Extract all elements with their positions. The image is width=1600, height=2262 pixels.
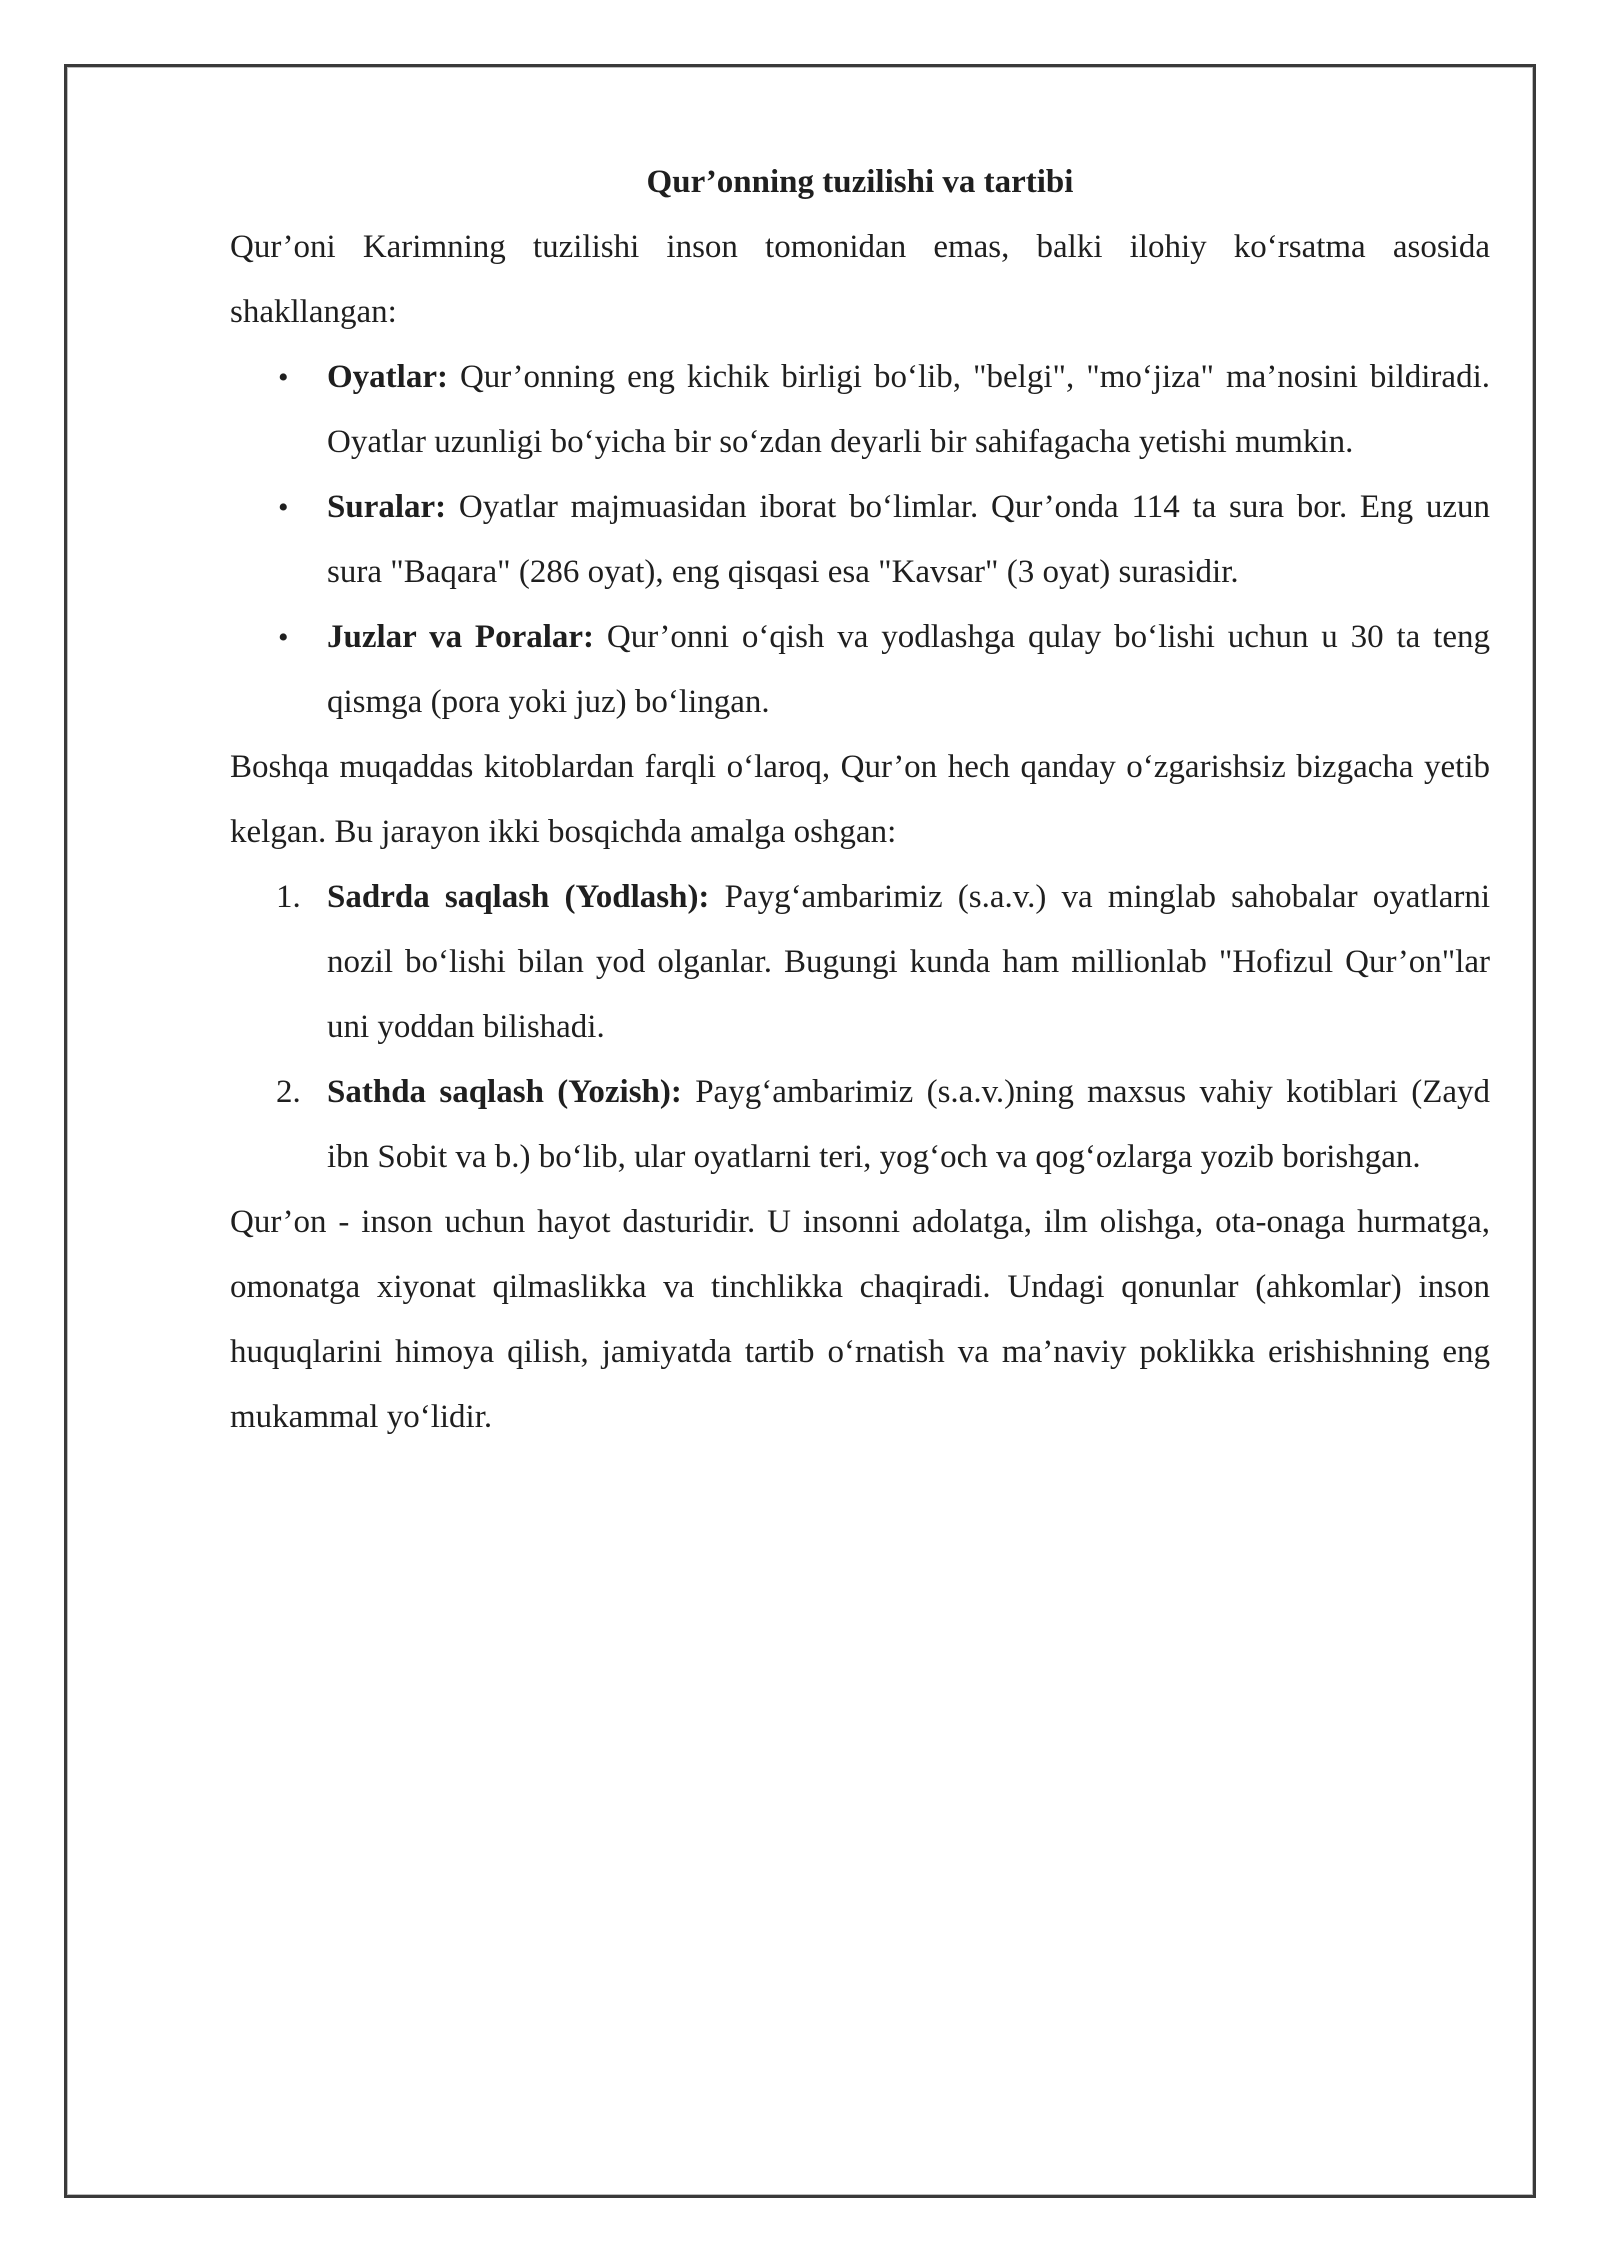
step-text: Payg‘ambarimiz (s.a.v.)ning maxsus vahiy kotiblari (Zayd ibn Sobit va b.) bo‘lib, ular oyatlarni teri, yog‘och va qog‘ozlarga yozib borishgan. [327,1074,1490,1175]
numbered-item-yodlash [230,865,1490,1060]
bullet-text: Qur’onni o‘qish va yodlashga qulay bo‘lishi uchun u 30 ta teng qismga (pora yoki juz) bo‘lingan. [327,619,1490,720]
bullet-marker: • [278,621,289,654]
bullet-list [230,345,1490,735]
bullet-text: Qur’onning eng kichik birligi bo‘lib, "belgi", "mo‘jiza" ma’nosini bildiradi. Oyatlar uzunligi bo‘yicha bir so‘zdan deyarli bir sahifagacha yetishi mumkin. [327,359,1490,460]
numbered-item-yozish [230,1060,1490,1190]
numbered-list [230,865,1490,1190]
step-term: Sathda saqlash (Yozish): [327,1074,682,1110]
bullet-text: Oyatlar majmuasidan iborat bo‘limlar. Qur’onda 114 ta sura bor. Eng uzun sura "Baqara" (286 oyat), eng qisqasi esa "Kavsar" (3 oyat) surasidir. [327,489,1490,590]
bullet-term: Suralar: [327,489,447,525]
list-number: 1. [276,879,301,915]
intro-paragraph: Qur’oni Karimning tuzilishi inson tomonidan emas, balki ilohiy ko‘rsatma asosida shakllangan: [230,229,1490,330]
step-term: Sadrda saqlash (Yodlash): [327,879,710,915]
bullet-item-oyatlar [230,345,1490,475]
bullet-term: Oyatlar: [327,359,448,395]
step-text: Payg‘ambarimiz (s.a.v.) va minglab sahobalar oyatlarni nozil bo‘lishi bilan yod olganlar. Bugungi kunda ham millionlab "Hofizul Qur’on"lar uni yoddan bilishadi. [327,879,1490,1045]
bullet-item-suralar [230,475,1490,605]
middle-paragraph: Boshqa muqaddas kitoblardan farqli o‘laroq, Qur’on hech qanday o‘zgarishsiz bizgacha yetib kelgan. Bu jarayon ikki bosqichda amalga oshgan: [230,749,1490,850]
bullet-marker: • [278,361,289,394]
document-body [230,150,1490,1450]
bullet-marker: • [278,491,289,524]
list-number: 2. [276,1074,301,1110]
bullet-item-juzlar [230,605,1490,735]
bullet-term: Juzlar va Poralar: [327,619,595,655]
document-title: Qur’onning tuzilishi va tartibi [646,164,1074,200]
conclusion-paragraph: Qur’on - inson uchun hayot dasturidir. U insonni adolatga, ilm olishga, ota-onaga hurmatga, omonatga xiyonat qilmaslikka va tinchlikka chaqiradi. Undagi qonunlar (ahkomlar) inson huquqlarini himoya qilish, jamiyatda tartib o‘rnatish va ma’naviy poklikka erishishning eng mukammal yo‘lidir. [230,1204,1490,1435]
